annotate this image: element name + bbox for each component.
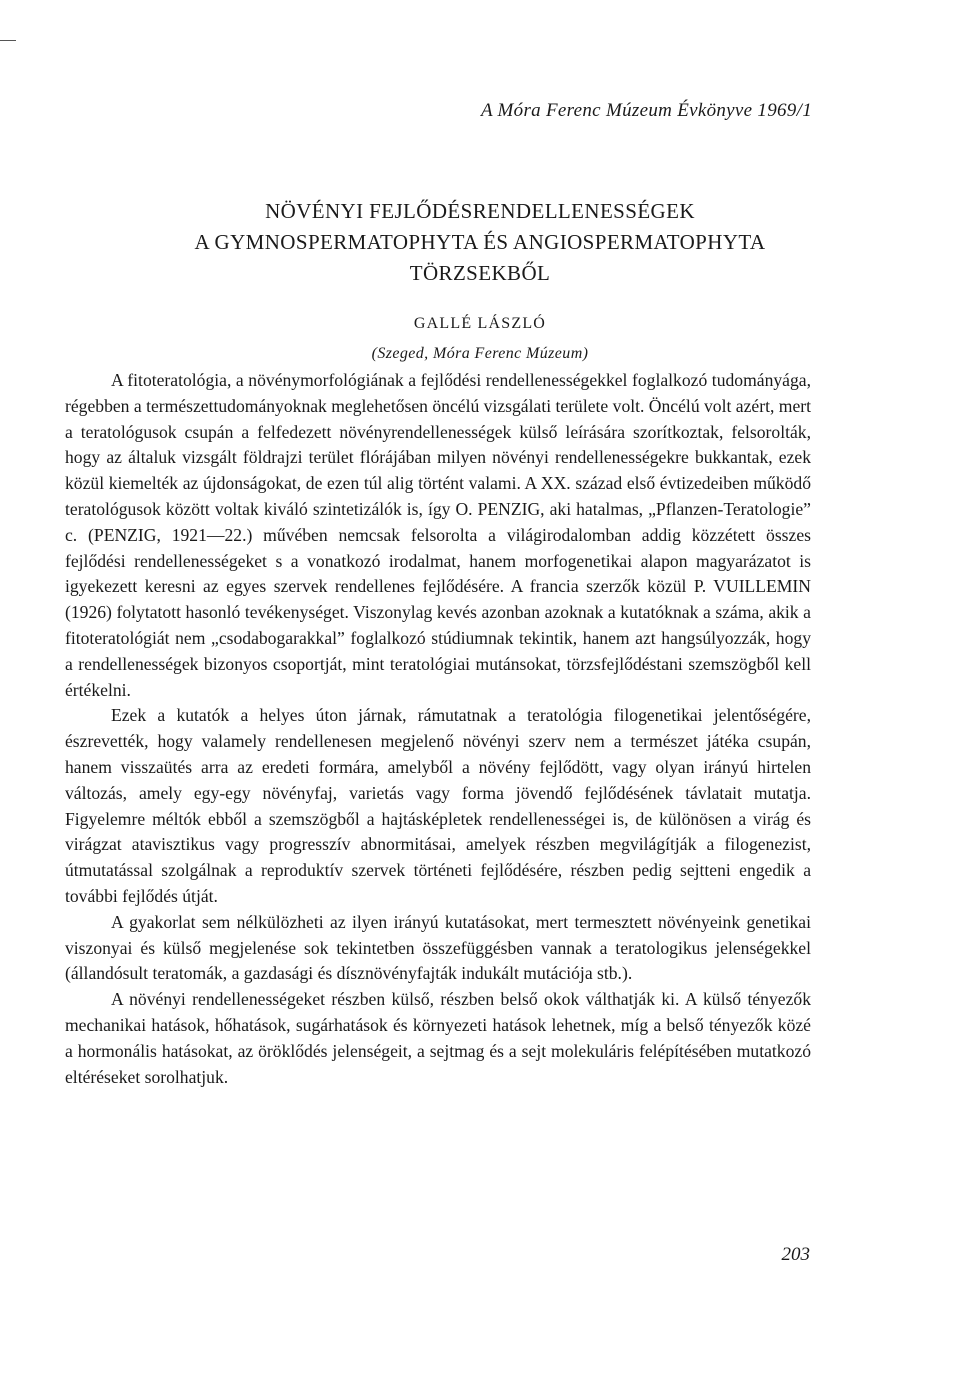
paragraph: A növényi rendellenességeket részben külső, részben belső okok válthatják ki. A külső tényezők mechanikai hatások, hőhatások, sugárhatások és környezeti hatások lehetnek, míg a belső tényezők közé a hormonális hatásokat, az öröklődés jelenségeit, a sejtmag és a sejt molekuláris felépítésében mutatkozó eltéréseket sorolhatjuk. (65, 989, 811, 1087)
paragraph: Ezek a kutatók a helyes úton járnak, rámutatnak a teratológia filogenetikai jelentőségére, észrevették, hogy valamely rendellenesen megjelenő növényi szerv nem a természet játéka csupán, hanem visszaütés arra az eredeti formára, amelyből a növény fejlődött, vagy olyan irányú hirtelen változás, amely egy-egy növényfaj, varietás vagy forma jövendő fejlődésének távlatait mutatja. Figyelemre méltók ebből a szemszögből a hajtásképletek rendellenességei is, de különösen a virág és virágzat atavisztikus vagy progresszív abnormitásai, amelyek részben megvilágítják a filogenezist, útmutatással szolgálnak a reproduktív szervek történeti fejlődésére, részben pedig sejtteni engedik a további fejlődés útját. (65, 705, 811, 906)
title-line-1: NÖVÉNYI FEJLŐDÉSRENDELLENESSÉGEK (265, 199, 695, 223)
title-block (0, 196, 960, 363)
title-line-3: TÖRZSEKBŐL (409, 261, 551, 285)
scan-margin-mark (0, 40, 16, 41)
running-head: A Móra Ferenc Múzeum Évkönyve 1969/1 (480, 100, 812, 121)
page-number: 203 (781, 1244, 810, 1265)
author-name: GALLÉ LÁSZLÓ (413, 315, 547, 332)
article-body (65, 368, 811, 1090)
paragraph: A fitoteratológia, a növénymorfológiának a fejlődési rendellenességekkel foglalkozó tudományága, régebben a természettudományoknak meglehetősen öncélú vizsgálati területe volt. Öncélú volt azért, mert a teratológusok csupán a felfedezett növényrendellenességek külső leírására szorítkoztak, felsorolták, hogy az általuk vizsgált földrajzi terület flórájában milyen növényi rendellenességekre bukkantak, ezek közül kiemelték az újdonságokat, de ezen túl alig történt valami. A XX. század első évtizedeiben működő teratológusok között voltak kiváló szintetizálók is, így O. PENZIG, aki hatalmas, „Pflanzen-Teratologie” c. (PENZIG, 1921—22.) művében nemcsak felsorolta a világirodalomban addig közzétett összes fejlődési rendellenességeket s a vonatkozó irodalmat, hanem morfogenetikai alapon magyarázatot is igyekezett keresni az egyes szervek rendellenes fejlődésére. A francia szerzők közül P. VUILLEMIN (1926) folytatott hasonló tevékenységet. Viszonylag kevés azonban azoknak a kutatóknak a száma, akik a fitoteratológiát nem „csodabogarakkal” foglalkozó stúdiumnak tekintik, hanem azt hangsúlyozzák, hogy a rendellenességek bizonyos csoportját, mint teratológiai mutánsokat, törzsfejlődéstani szemszögből kell értékelni. (65, 370, 811, 700)
paragraph: A gyakorlat sem nélkülözheti az ilyen irányú kutatásokat, mert termesztett növényeink genetikai viszonyai és külső megjelenése sok tekintetben összefüggésben vannak a teratologikus jelenségekkel (állandósult teratomák, a gazdasági és dísznövényfajták indukált mutációja stb.). (65, 911, 811, 984)
title-line-2: A GYMNOSPERMATOPHYTA ÉS ANGIOSPERMATOPHYTA (194, 230, 766, 254)
author-affiliation: (Szeged, Móra Ferenc Múzeum) (371, 345, 589, 362)
